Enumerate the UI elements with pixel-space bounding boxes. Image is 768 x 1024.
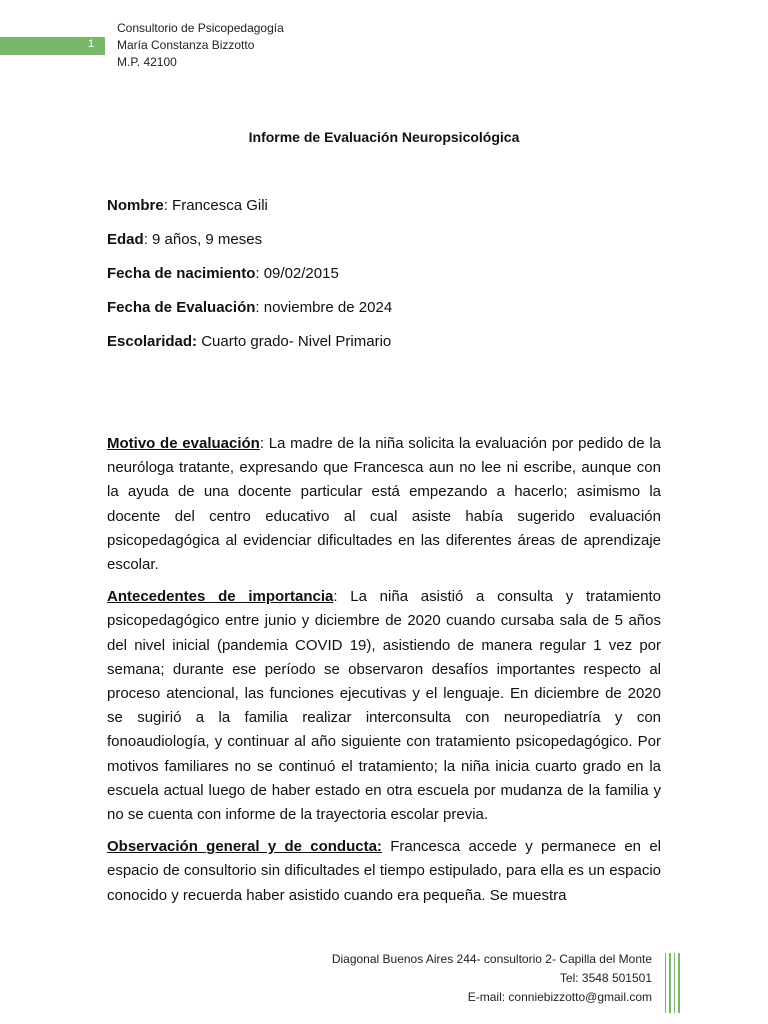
field-schooling bbox=[107, 332, 392, 366]
section-text: La niña asistió a consulta y tratamiento psicopedagógico entre junio y diciembre de 2020 cuando cursaba sala de 5 años del nivel inicial (pandemia COVID 19), asistiendo de manera regular 1 vez por semana; durante ese período se observaron desafíos importantes respecto al proceso atencional, las funciones ejecutivas y el lenguaje. En diciembre de 2020 se sugirió a la familia realizar interconsulta con neuropediatría y con fonoaudiología, y continuar al año siguiente con tratamiento psicopedagógico. Por motivos familiares no se continuó el tratamiento; la niña inicia cuarto grado en la escuela actual luego de haber estado en otra escuela por mudanza de la familia y no se cuenta con informe de la trayectoria escolar previa. bbox=[107, 588, 661, 824]
page-number: 1 bbox=[88, 38, 95, 50]
section-heading: Observación general y de conducta: bbox=[107, 838, 382, 856]
section-text: Francesca accede y permanece en el espacio de consultorio sin dificultades el tiempo estipulado, para ella es un espacio conocido y recuerda haber asistido cuando era pequeña. Se muestra bbox=[107, 838, 661, 904]
field-label: Nombre bbox=[107, 197, 164, 214]
footer bbox=[332, 950, 652, 1007]
section-heading: Motivo de evaluación bbox=[107, 435, 260, 452]
section-text: La madre de la niña solicita la evaluación por pedido de la neuróloga tratante, expresando que Francesca aun no lee ni escribe, aunque con la ayuda de una docente particular está empezando a hacerlo; asimismo la docente del centro educativo al cual asiste había sugerido evaluación psicopedagógica al evidenciar dificultades en las diferentes áreas de aprendizaje escolar. bbox=[107, 435, 661, 574]
field-birthdate: Fecha de nacimiento: 09/02/2015 bbox=[107, 265, 339, 282]
field-value: noviembre de 2024 bbox=[263, 299, 393, 316]
section-observation bbox=[107, 835, 661, 908]
letterhead-license: M.P. 42100 bbox=[117, 55, 177, 69]
field-value: 09/02/2015 bbox=[263, 265, 339, 282]
letterhead-office: Consultorio de Psicopedagogía bbox=[117, 21, 284, 35]
patient-fields bbox=[107, 196, 392, 366]
letterhead bbox=[117, 20, 284, 71]
field-label: Escolaridad: bbox=[107, 333, 198, 350]
document-title: Informe de Evaluación Neuropsicológica bbox=[248, 129, 520, 145]
field-value: Cuarto grado- Nivel Primario bbox=[201, 333, 392, 350]
field-name: Nombre: Francesca Gili bbox=[107, 197, 268, 214]
footer-email: E-mail: conniebizzotto@gmail.com bbox=[467, 990, 652, 1004]
field-evaluation-date: Fecha de Evaluación: noviembre de 2024 bbox=[107, 299, 393, 316]
field-value: Francesca Gili bbox=[172, 197, 268, 214]
field-label: Fecha de Evaluación bbox=[107, 299, 256, 316]
field-value: 9 años, 9 meses bbox=[152, 231, 263, 248]
field-label: Fecha de nacimiento bbox=[107, 265, 256, 282]
section-heading: Antecedentes de importancia bbox=[107, 588, 334, 606]
section-background: Antecedentes de importancia: La niña asistió a consulta y tratamiento psicopedagógico entre junio y diciembre de 2020 cuando cursaba sala de 5 años del nivel inicial (pandemia COVID 19), asistiendo de manera regular 1 vez por semana; durante ese período se observaron desafíos importantes respecto al proceso atencional, las funciones ejecutivas y el lenguaje. En diciembre de 2020 se sugirió a la familia realizar interconsulta con neuropediatría y con fonoaudiología, y continuar al año siguiente con tratamiento psicopedagógico. Por motivos familiares no se continuó el tratamiento; la niña inicia cuarto grado en la escuela actual luego de haber estado en otra escuela por mudanza de la familia y no se cuenta con informe de la trayectoria escolar previa. bbox=[107, 588, 661, 824]
field-age: Edad: 9 años, 9 meses bbox=[107, 231, 263, 248]
section-reason: Motivo de evaluación: La madre de la niña solicita la evaluación por pedido de la neuróloga tratante, expresando que Francesca aun no lee ni escribe, aunque con la ayuda de una docente particular está empezando a hacerlo; asimismo la docente del centro educativo al cual asiste había sugerido evaluación psicopedagógica al evidenciar dificultades en las diferentes áreas de aprendizaje escolar. bbox=[107, 435, 661, 574]
report-body bbox=[107, 432, 661, 916]
footer-decorative-lines bbox=[663, 953, 683, 1013]
footer-phone: Tel: 3548 501501 bbox=[559, 971, 652, 985]
letterhead-name: María Constanza Bizzotto bbox=[117, 38, 255, 52]
footer-address: Diagonal Buenos Aires 244- consultorio 2- Capilla del Monte bbox=[331, 952, 652, 966]
field-label: Edad bbox=[107, 231, 144, 248]
